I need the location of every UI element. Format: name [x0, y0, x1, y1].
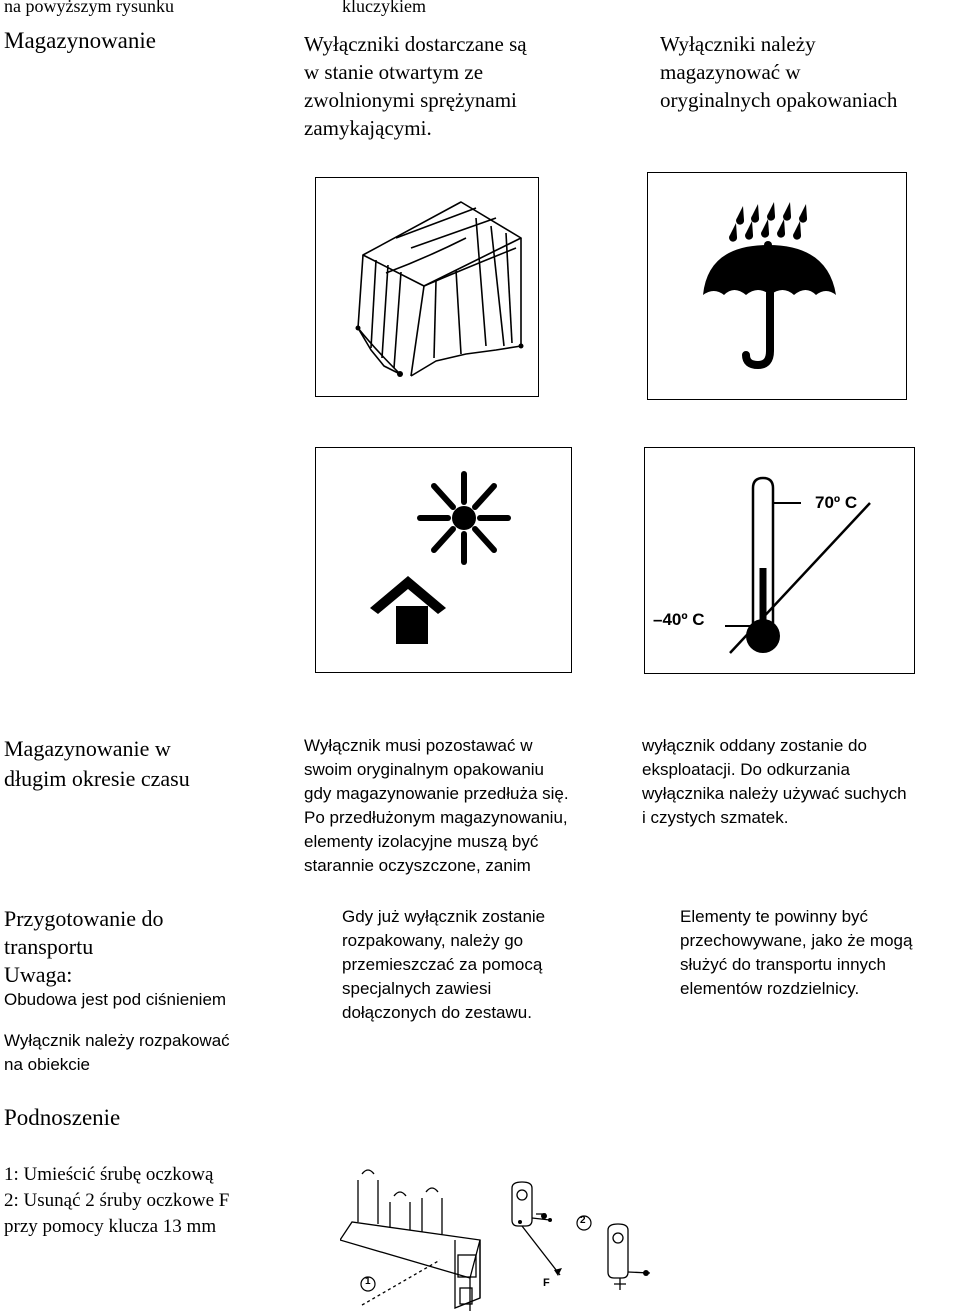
- temp-low-label: –40º C: [653, 610, 705, 629]
- lifting-steps-text: 1: Umieścić śrubę oczkową 2: Usunąć 2 śruby oczkowe F przy pomocy klucza 13 mm: [4, 1164, 230, 1237]
- top-left-fragment: na powyższym rysunku: [4, 0, 174, 16]
- thermometer-icon: [645, 448, 914, 673]
- long-storage-heading: Magazynowanie w długim okresie czasu: [4, 736, 190, 791]
- temperature-range-symbol-box: [644, 447, 915, 674]
- storage-heading: Magazynowanie: [4, 28, 156, 53]
- lifting-label-2: 2: [580, 1215, 586, 1226]
- lifting-label-f: F: [543, 1277, 550, 1289]
- lifting-label-1: 1: [365, 1276, 371, 1287]
- transport-note-text: Obudowa jest pod ciśnieniem: [4, 990, 227, 1009]
- storage-col2-text: Wyłączniki dostarczane są w stanie otwartym ze zwolnionymi sprężynami zamykającymi.: [304, 32, 527, 140]
- transport-col2-text: Gdy już wyłącznik zostanie rozpakowany, należy go przemieszczać za pomocą specjalnych zawiesi dołączonych do zestawu.: [342, 907, 546, 1022]
- transport-note-label: Uwaga:: [4, 962, 73, 987]
- top-mid-fragment: kluczykiem: [342, 0, 426, 16]
- protect-from-sun-symbol-box: [315, 447, 572, 673]
- transport-col3-text: Elementy te powinny być przechowywane, jako że mogą służyć do transportu innych elementów rozdzielnicy.: [680, 907, 913, 998]
- keep-dry-symbol-box: [647, 172, 907, 400]
- covered-breaker-box: [315, 177, 539, 397]
- breaker-lifting-drawing: [340, 1160, 670, 1311]
- sun-shelter-icon: [316, 448, 571, 672]
- temp-high-label: 70º C: [815, 493, 858, 512]
- long-storage-col3-text: wyłącznik oddany zostanie do eksploatacji. Do odkurzania wyłącznika należy używać suchych i czystych szmatek.: [642, 736, 907, 827]
- transport-unpack-text: Wyłącznik należy rozpakować na obiekcie: [4, 1031, 230, 1074]
- lifting-illustration: [340, 1160, 670, 1311]
- long-storage-col2-text: Wyłącznik musi pozostawać w swoim oryginalnym opakowaniu gdy magazynowanie przedłuża się. Po przedłużonym magazynowaniu, elementy izolacyjne muszą być starannie oczyszczone, zanim: [304, 736, 569, 875]
- umbrella-icon: [648, 173, 906, 399]
- transport-heading: Przygotowanie do transportu: [4, 906, 164, 959]
- storage-col3-text: Wyłączniki należy magazynować w oryginalnych opakowaniach: [660, 32, 898, 112]
- lifting-heading: Podnoszenie: [4, 1105, 121, 1130]
- covered-breaker-illustration: [316, 178, 538, 396]
